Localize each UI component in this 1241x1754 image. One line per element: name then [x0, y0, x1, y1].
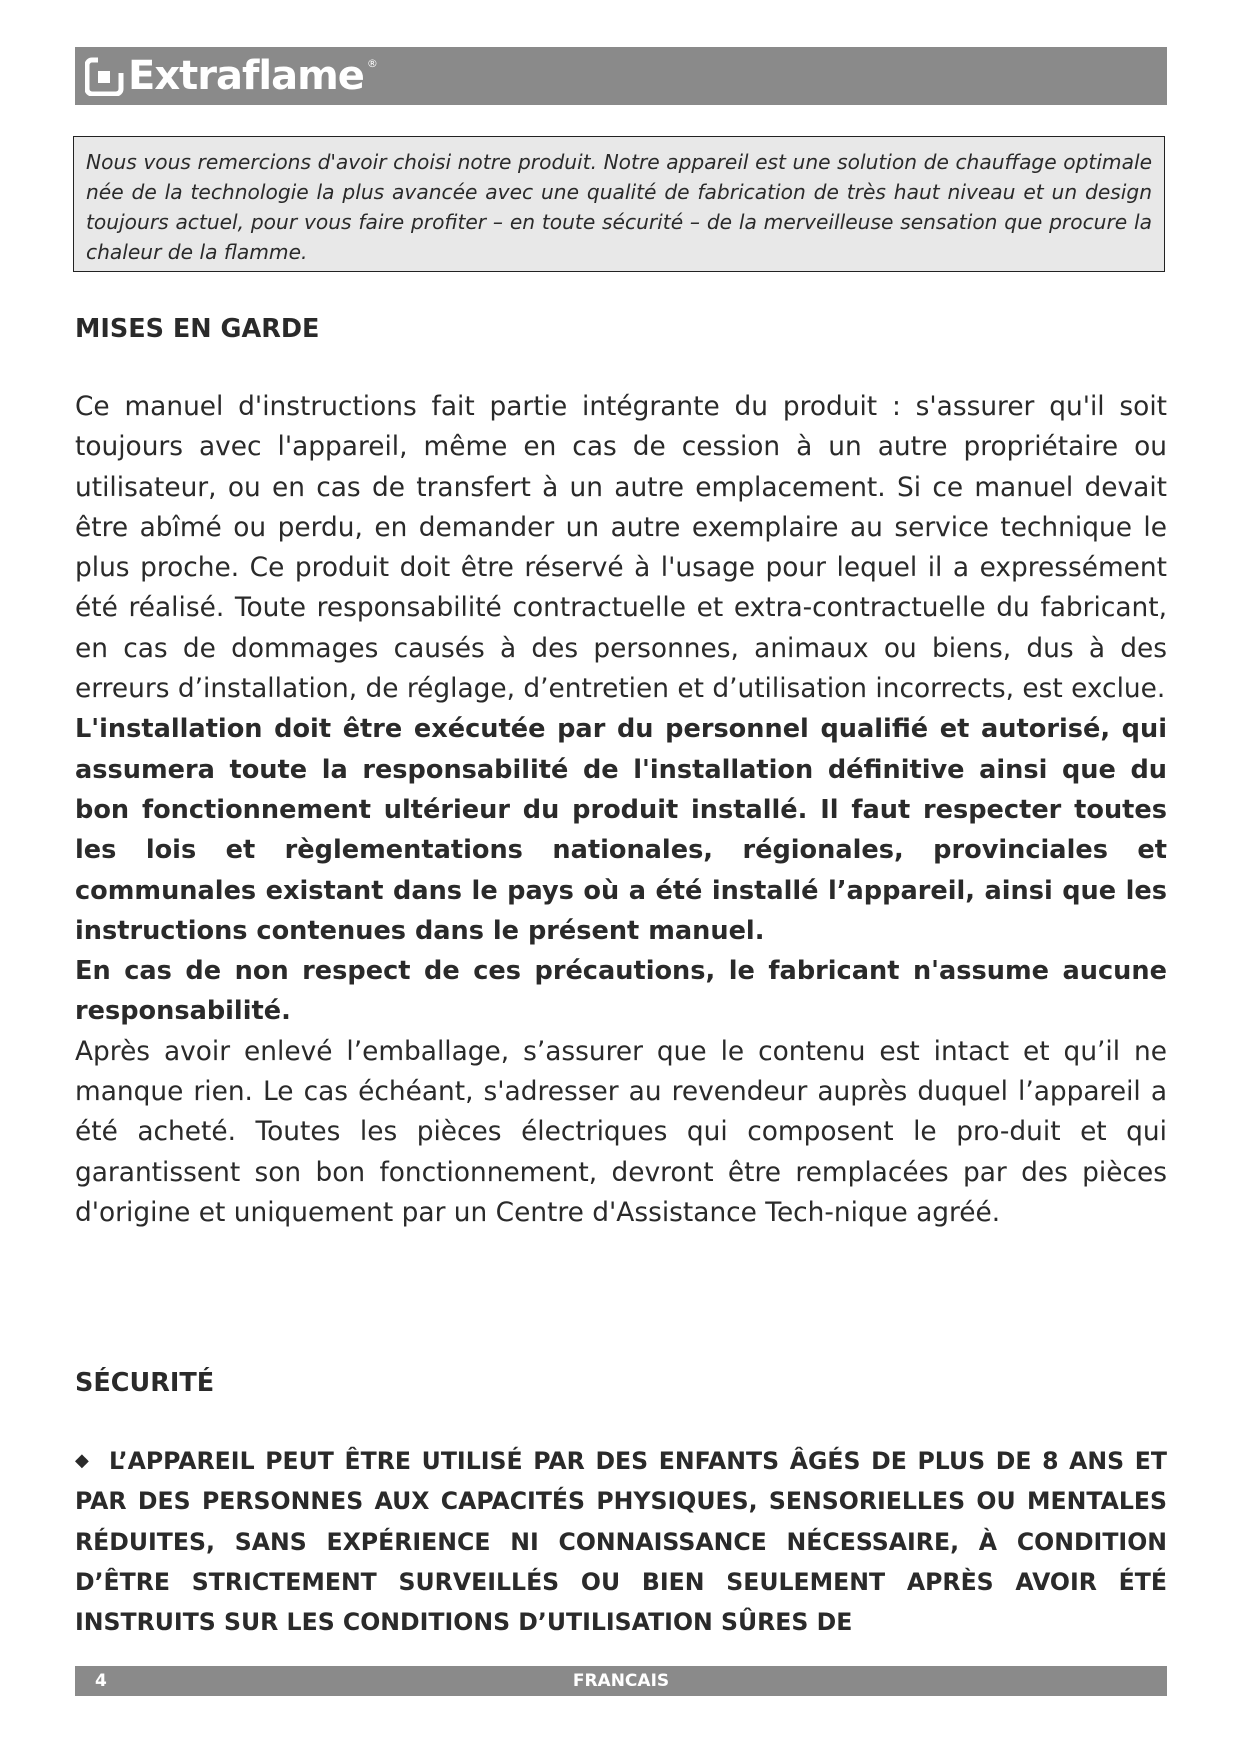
- warnings-paragraph-2: Après avoir enlevé l’emballage, s’assurer que le contenu est intact et qu’il ne manque rien. Le cas échéant, s'adresser au revendeur auprès duquel l’appareil a été acheté. Toutes les pièces électriques qui composent le pro-duit et qui garantissent son bon fonctionnement, devront être remplacées par des pièces d'origine et uniquement par un Centre d'Assistance Tech-nique agréé.: [75, 1035, 1167, 1228]
- registered-mark: ®: [366, 56, 378, 70]
- brand-name: Extraflame: [128, 53, 364, 99]
- security-title: SÉCURITÉ: [75, 1368, 215, 1398]
- brand-logo: [85, 53, 378, 99]
- security-item-1-text: L’APPAREIL PEUT ÊTRE UTILISÉ PAR DES ENFANTS ÂGÉS DE PLUS DE 8 ANS ET PAR DES PERSONNES AUX CAPACITÉS PHYSIQUES, SENSORIELLES OU MENTALES RÉDUITES, SANS EXPÉRIENCE NI CONNAISSANCE NÉCESSAIRE, À CONDITION D’ÊTRE STRICTEMENT SURVEILLÉS OU BIEN SEULEMENT APRÈS AVOIR ÉTÉ INSTRUITS SUR LES CONDITIONS D’UTILISATION SÛRES DE: [75, 1447, 1167, 1637]
- security-item-1: [75, 1441, 1167, 1642]
- footer-language: FRANCAIS: [572, 1671, 670, 1691]
- header-bar: [75, 47, 1167, 105]
- intro-text: Nous vous remercions d'avoir choisi notre produit. Notre appareil est une solution de chauffage optimale née de la technologie la plus avancée avec une qualité de fabrication de très haut niveau et un design toujours actuel, pour vous faire profiter – en toute sécurité – de la merveilleuse sensation que procure la chaleur de la flamme.: [86, 150, 1152, 264]
- extraflame-logo-icon: [85, 56, 125, 96]
- page-number: 4: [95, 1671, 107, 1691]
- warnings-paragraph-1: Ce manuel d'instructions fait partie intégrante du produit : s'assurer qu'il soit toujours avec l'appareil, même en cas de cession à un autre propriétaire ou utilisateur, ou en cas de transfert à un autre emplacement. Si ce manuel devait être abîmé ou perdu, en demander un autre exemplaire au service technique le plus proche. Ce produit doit être réservé à l'usage pour lequel il a expressément été réalisé. Toute responsabilité contractuelle et extra-contractuelle du fabricant, en cas de dommages causés à des personnes, animaux ou biens, dus à des erreurs d’installation, de réglage, d’entretien et d’utilisation incorrects, est exclue.: [75, 391, 1167, 705]
- warnings-body: [75, 387, 1167, 1233]
- warnings-bold-2: En cas de non respect de ces précautions, le fabricant n'assume aucune responsabilité.: [75, 956, 1167, 1027]
- footer-bar: [75, 1666, 1167, 1696]
- warnings-bold-1: L'installation doit être exécutée par du personnel qualifié et autorisé, qui assumera toute la responsabilité de l'installation définitive ainsi que du bon fonctionnement ultérieur du produit installé. Il faut respecter toutes les lois et règlementations nationales, régionales, provinciales et communales existant dans le pays où a été installé l’appareil, ainsi que les instructions contenues dans le présent manuel.: [75, 714, 1167, 946]
- intro-box: [73, 136, 1165, 272]
- diamond-bullet-icon: ◆: [75, 1450, 89, 1471]
- warnings-title: MISES EN GARDE: [75, 314, 320, 344]
